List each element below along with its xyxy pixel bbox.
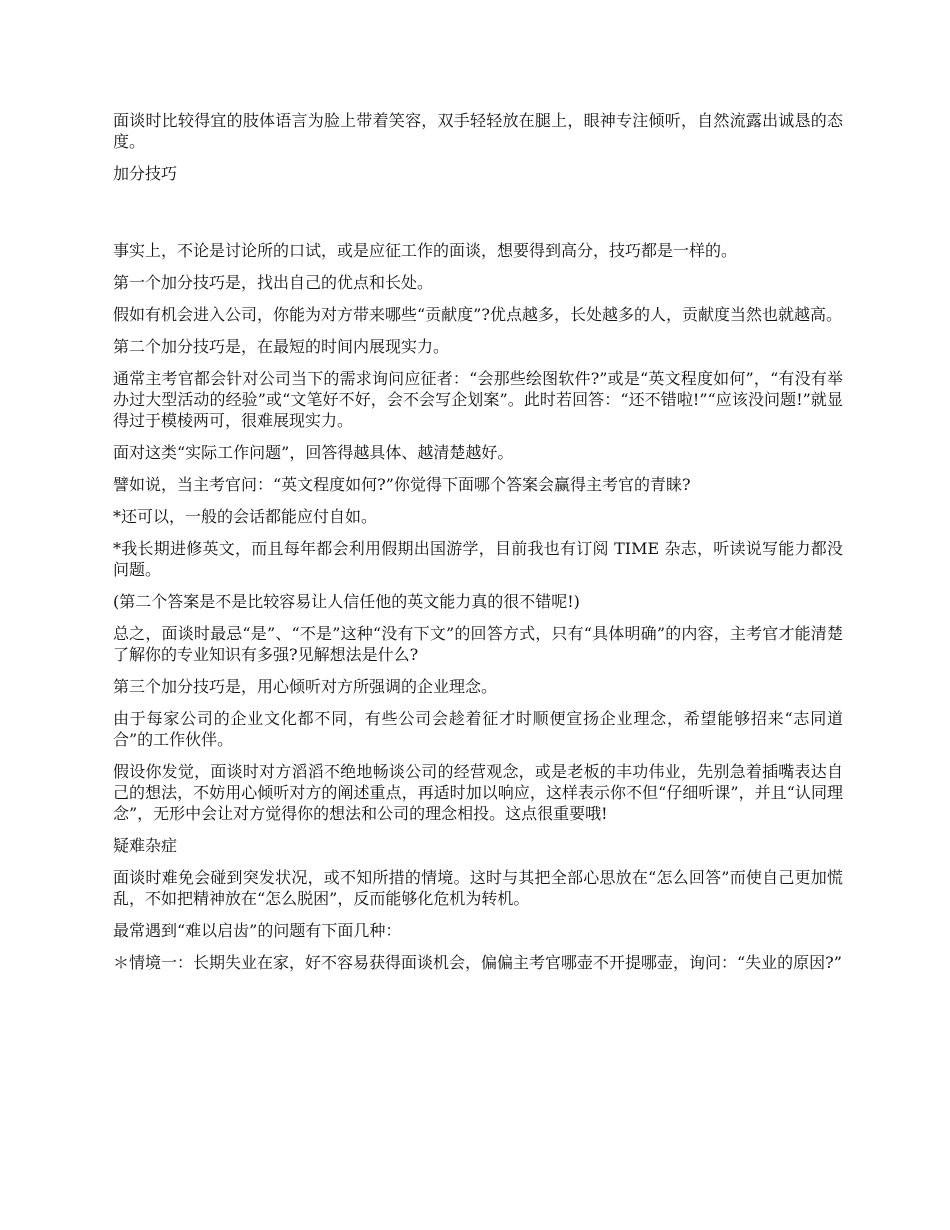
paragraph-unexpected-situations: 面谈时难免会碰到突发状况，或不知所措的情境。这时与其把全部心思放在“怎么回答”而使自己更加慌乱，不如把精神放在“怎么脱困”，反而能够化危机为转机。 — [113, 868, 843, 908]
paragraph-tip-one: 第一个加分技巧是，找出自己的优点和长处。 — [113, 273, 434, 292]
paragraph-example: 譬如说，当主考官问：“英文程度如何?”你觉得下面哪个答案会赢得主考官的青睐? — [113, 475, 691, 494]
paragraph-answer-two: *我长期进修英文，而且每年都会利用假期出国游学，目前我也有订阅 TIME 杂志，听读说写能力都没问题。 — [113, 539, 843, 579]
paragraph-summary: 总之，面谈时最忌“是”、“不是”这种“没有下文”的回答方式，只有“具体明确”的内容，主考官才能清楚了解你的专业知识有多强?见解想法是什么? — [113, 624, 843, 664]
paragraph-tip-two: 第二个加分技巧是，在最短的时间内展现实力。 — [113, 337, 450, 356]
paragraph-body-language: 面谈时比较得宜的肢体语言为脸上带着笑容，双手轻轻放在腿上，眼神专注倾听，自然流露出诚恳的态度。 — [113, 111, 843, 151]
paragraph-practical-questions: 面对这类“实际工作问题”，回答得越具体、越清楚越好。 — [113, 443, 514, 462]
section-spacer — [113, 195, 843, 240]
paragraph-tip-three: 第三个加分技巧是，用心倾听对方所强调的企业理念。 — [113, 677, 498, 696]
paragraph-answer-comment: (第二个答案是不是比较容易让人信任他的英文能力真的很不错呢!) — [113, 592, 580, 611]
paragraph-scenario-one: ＊情境一：长期失业在家，好不容易获得面谈机会，偏偏主考官哪壶不开提哪壶，询问：“失业的原因?” — [113, 953, 842, 972]
document-body — [113, 110, 843, 984]
paragraph-answer-one: *还可以，一般的会话都能应付自如。 — [113, 507, 378, 526]
paragraph-company-culture: 由于每家公司的企业文化都不同，有些公司会趁着征才时顺便宣扬企业理念，希望能够招来“志同道合”的工作伙伴。 — [113, 709, 843, 749]
paragraph-awkward-questions: 最常遇到“难以启齿”的问题有下面几种： — [113, 921, 402, 940]
paragraph-examiner-questions: 通常主考官都会针对公司当下的需求询问应征者：“会那些绘图软件?”或是“英文程度如何”，“有没有举办过大型活动的经验”或“文笔好不好，会不会写企划案”。此时若回答：“还不错啦!”“应该没问题!”就显得过于模棱两可，很难展现实力。 — [113, 369, 843, 430]
paragraph-listen-carefully: 假设你发觉，面谈时对方滔滔不绝地畅谈公司的经营观念，或是老板的丰功伟业，先别急着插嘴表达自己的想法，不妨用心倾听对方的阐述重点，再适时加以响应，这样表示你不但“仔细听课”，并且“认同理念”，无形中会让对方觉得你的想法和公司的理念相投。这点很重要哦! — [113, 762, 843, 823]
section-heading-difficult-situations: 疑难杂症 — [113, 836, 178, 855]
paragraph-contribution: 假如有机会进入公司，你能为对方带来哪些“贡献度”?优点越多，长处越多的人，贡献度当然也就越高。 — [113, 305, 842, 324]
paragraph-intro: 事实上，不论是讨论所的口试，或是应征工作的面谈，想要得到高分，技巧都是一样的。 — [113, 241, 738, 260]
section-heading-bonus-tips: 加分技巧 — [113, 164, 178, 183]
